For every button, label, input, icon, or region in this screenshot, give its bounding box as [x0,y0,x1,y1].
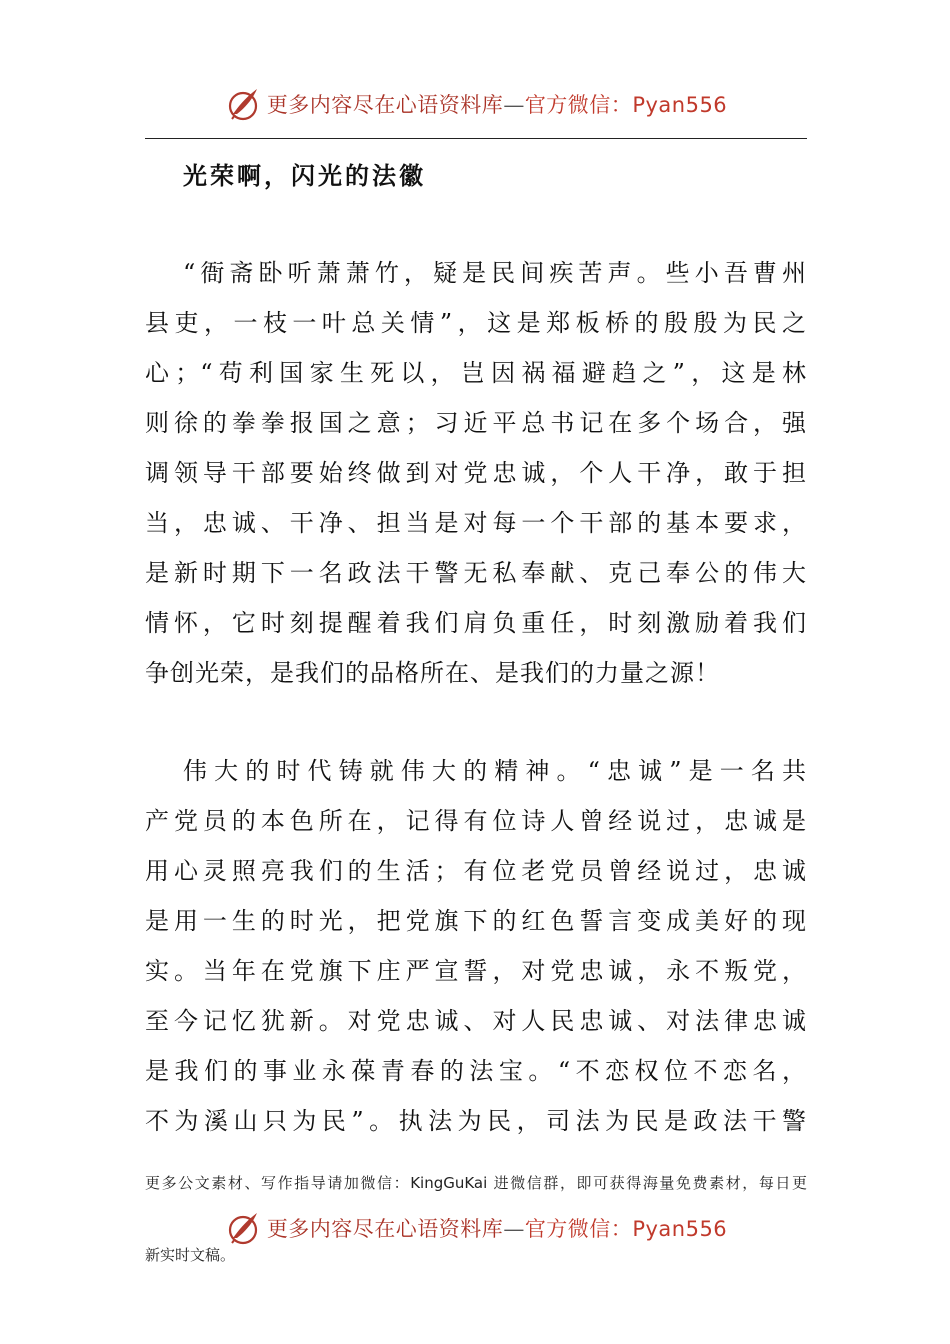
text-line: 心；“苟利国家生死以，岂因祸福避趋之”，这是林 [145,359,807,387]
header-rule [145,138,807,139]
text-line: 是新时期下一名政法干警无私奉献、克己奉公的伟大 [145,559,807,587]
text-line: 伟大的时代铸就伟大的精神。“忠诚”是一名共 [183,757,807,785]
banner-dash: — [503,93,525,117]
text-line: 是我们的事业永葆青春的法宝。“不恋权位不恋名， [145,1057,807,1085]
text-line: 调领导干部要始终做到对党忠诚，个人干净，敢于担 [145,459,807,487]
banner-dash: — [503,1217,525,1241]
page-title: 光荣啊，闪光的法徽 [183,162,426,190]
text-line: 则徐的拳拳报国之意；习近平总书记在多个场合，强 [145,409,807,437]
text-line: 是用一生的时光，把党旗下的红色誓言变成美好的现 [145,907,807,935]
footer-note-line-2: 新实时文稿。 [145,1246,236,1264]
header-banner [0,82,950,126]
text-line: 实。当年在党旗下庄严宣誓，对党忠诚，永不叛党， [145,957,807,985]
text-line: 产党员的本色所在，记得有位诗人曾经说过，忠诚是 [145,807,807,835]
banner-text [267,89,727,119]
text-line: 当，忠诚、干净、担当是对每一个干部的基本要求， [145,509,807,537]
text-line: 至今记忆犹新。对党忠诚、对人民忠诚、对法律忠诚 [145,1007,807,1035]
banner-wechat-id: Pyan556 [632,1217,728,1241]
banner-official: 官方微信： [524,93,633,117]
footer-note-line-1: 更多公文素材、写作指导请加微信：KingGuKai 进微信群，即可获得海量免费素材，每日更 [145,1174,807,1192]
text-line: 用心灵照亮我们的生活；有位老党员曾经说过，忠诚 [145,857,807,885]
banner-wechat-id: Pyan556 [632,93,728,117]
text-line: 不为溪山只为民”。执法为民，司法为民是政法干警 [145,1107,807,1135]
banner-brand: 更多内容尽在心语资料库 [266,93,504,117]
text-line: 县吏，一枝一叶总关情”，这是郑板桥的殷殷为民之 [145,309,807,337]
paragraph-1 [145,248,807,698]
paragraph-2 [145,746,807,1146]
text-line: 争创光荣，是我们的品格所在、是我们的力量之源！ [145,659,720,687]
text-line: “衙斋卧听萧萧竹，疑是民间疾苦声。些小吾曹州 [183,259,807,287]
quill-logo-icon [223,84,263,124]
banner-brand: 更多内容尽在心语资料库 [266,1217,504,1241]
banner-text [267,1213,727,1243]
text-line: 情怀，它时刻提醒着我们肩负重任，时刻激励着我们 [145,609,807,637]
banner-official: 官方微信： [524,1217,633,1241]
quill-logo-icon [223,1208,263,1248]
